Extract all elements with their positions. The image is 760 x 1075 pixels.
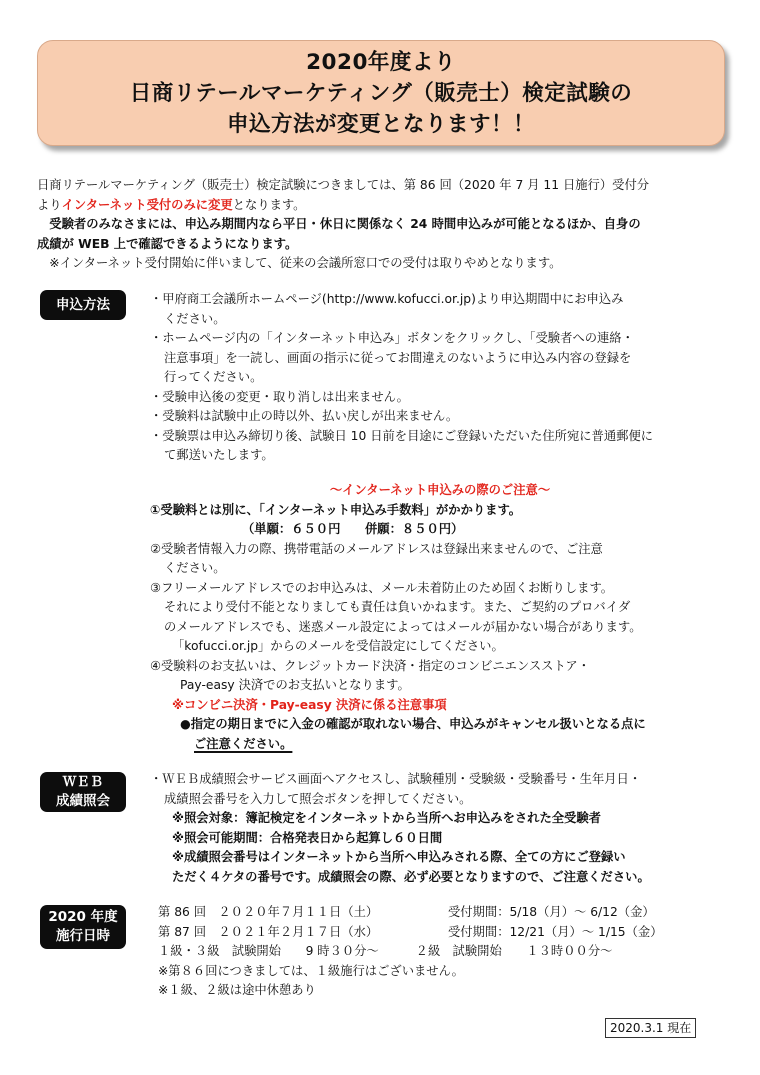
notice-item: ください。 xyxy=(164,561,226,575)
apply-line: て郵送いたします。 xyxy=(164,448,274,462)
apply-line: ・甲府商工会議所ホームページ(http://www.kofucci.or.jp)より申込期間中にお申込み xyxy=(150,292,624,306)
schedule-note: ※第８６回につきましては、１級施行はございません。 xyxy=(158,963,464,978)
apply-line: 行ってください。 xyxy=(164,370,263,384)
web-line: 成績照会番号を入力して照会ボタンを押してください。 xyxy=(164,791,472,806)
notice-item: のメールアドレスでも、迷惑メール設定によってはメールが届かない場合があります。 xyxy=(164,619,642,634)
intro-section xyxy=(37,176,727,274)
apply-method-label-text: 申込方法 xyxy=(56,296,110,313)
schedule-times: １級・３級 試験開始 9 時３０分～ ２級 試験開始 １３時００分～ xyxy=(158,944,613,958)
notice-item: ③フリーメールアドレスでのお申込みは、メール未着防止のため固くお断りします。 xyxy=(150,580,614,595)
notice-payment-warning: ※コンビニ決済・Pay-easy 決済に係る注意事項 xyxy=(172,697,447,712)
intro-text: より xyxy=(37,197,62,212)
web-line: ※照会対象：簿記検定をインターネットから当所へお申込みをされた全受験者 xyxy=(172,811,601,825)
title-banner xyxy=(37,40,725,146)
internet-notice-section xyxy=(150,481,730,754)
web-result-section xyxy=(150,770,730,887)
apply-line: ・ホームページ内の「インターネット申込み」ボタンをクリックし、「受験者への連絡・ xyxy=(150,331,634,345)
intro-line: 日商リテールマーケティング（販売士）検定試験につきましては、第 86 回（2020 年 7 月 11 日施行）受付分 xyxy=(37,178,650,192)
web-line: ※照会可能期間：合格発表日から起算し６０日間 xyxy=(172,830,443,845)
schedule-note: ※１級、２級は途中休憩あり xyxy=(158,983,316,997)
apply-method-label xyxy=(40,290,126,320)
notice-item: それにより受付不能となりましても責任は負いかねます。また、ご契約のプロバイダ xyxy=(164,600,631,614)
notice-item: 「kofucci.or.jp」からのメールを受信設定にしてください。 xyxy=(172,639,504,653)
title-line-2: 日商リテールマーケティング（販売士）検定試験の xyxy=(129,80,633,106)
schedule-label-line1: 2020 年度 xyxy=(48,909,118,925)
notice-item: ①受験料とは別に、「インターネット申込み手数料」がかかります。 xyxy=(150,502,522,517)
intro-line: 成績が WEB 上で確認できるようになります。 xyxy=(37,236,298,251)
notice-item: ご注意ください。 xyxy=(194,736,293,751)
schedule-period: 受付期間：12/21（月）～ 1/15（金） xyxy=(448,924,663,939)
web-line: ただく４ケタの番号です。成績照会の際、必ず必要となりますので、ご注意ください。 xyxy=(172,869,650,884)
schedule-date: 第 87 回 ２０２１年２月１７日（水） xyxy=(158,924,379,939)
schedule-label-line2: 施行日時 xyxy=(56,928,110,944)
intro-line: ※インターネット受付開始に伴いまして、従来の会議所窓口での受付は取りやめとなります。 xyxy=(37,256,562,270)
notice-item: ②受験者情報入力の際、携帯電話のメールアドレスは登録出来ませんので、ご注意 xyxy=(150,541,603,556)
web-result-label-line2: 成績照会 xyxy=(56,793,110,809)
intro-line: 受験者のみなさまには、申込み期間内なら平日・休日に関係なく 24 時間申込みが可能となるほか、自身の xyxy=(37,217,641,231)
web-line: ・ＷＥＢ成績照会サービス画面へアクセスし、試験種別・受験級・受験番号・生年月日・ xyxy=(150,772,642,786)
schedule-period: 受付期間：5/18（月）～ 6/12（金） xyxy=(448,905,655,919)
apply-line: ・受験票は申込み締切り後、試験日 10 日前を目途にご登録いただいた住所宛に普通郵便に xyxy=(150,428,654,443)
intro-text: となります。 xyxy=(232,197,306,212)
schedule-row xyxy=(158,903,730,923)
notice-item: ④受験料のお支払いは、クレジットカード決済・指定のコンビニエンスストア・ xyxy=(150,658,591,673)
notice-item: Pay-easy 決済でのお支払いとなります。 xyxy=(180,678,410,692)
intro-highlight: インターネット受付のみに変更 xyxy=(61,197,233,212)
apply-method-section xyxy=(150,290,730,466)
schedule-date: 第 86 回 ２０２０年７月１１日（土） xyxy=(158,905,379,919)
schedule-row xyxy=(158,923,730,943)
apply-line: ・受験料は試験中止の時以外、払い戻しが出来ません。 xyxy=(150,409,459,423)
intro-line xyxy=(37,196,727,216)
apply-line: ・受験申込後の変更・取り消しは出来ません。 xyxy=(150,389,409,404)
schedule-section xyxy=(158,903,730,1001)
notice-heading: ～インターネット申込みの際のご注意～ xyxy=(329,483,551,497)
notice-fee: （単願：６５０円 併願：８５０円） xyxy=(242,522,464,536)
notice-item: ●指定の期日までに入金の確認が取れない場合、申込みがキャンセル扱いとなる点に xyxy=(180,717,646,731)
date-stamp: 2020.3.1 現在 xyxy=(605,1018,696,1038)
web-line: ※成績照会番号はインターネットから当所へ申込みされる際、全ての方にご登録い xyxy=(172,850,626,864)
web-result-label xyxy=(40,772,126,812)
title-line-1: 2020年度より xyxy=(306,49,456,75)
apply-line: ください。 xyxy=(164,311,226,326)
apply-line: 注意事項」を一読し、画面の指示に従ってお間違えのないように申込み内容の登録を xyxy=(164,350,632,365)
schedule-label xyxy=(40,905,126,949)
title-line-3: 申込方法が変更となります！！ xyxy=(226,111,535,137)
web-result-label-line1: ＷＥＢ xyxy=(62,774,104,790)
